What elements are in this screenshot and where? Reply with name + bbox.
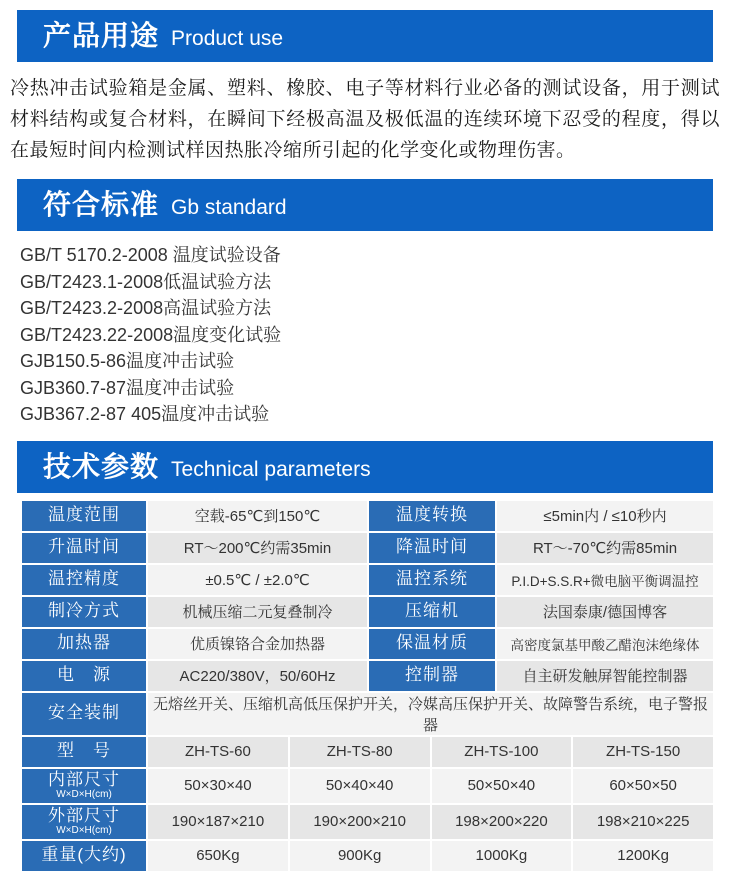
spec-label: 制冷方式 bbox=[22, 597, 146, 627]
table-row bbox=[22, 597, 713, 627]
spec-label-main: 外部尺寸 bbox=[48, 806, 120, 826]
table-row bbox=[22, 661, 713, 691]
spec-label: 控制器 bbox=[369, 661, 495, 691]
size-value: 190×187×210 bbox=[148, 805, 288, 839]
standard-item: GB/T2423.1-2008低温试验方法 bbox=[20, 271, 272, 292]
size-value: 60×50×50 bbox=[573, 769, 713, 803]
spec-value: RT～-70℃约需85min bbox=[497, 533, 713, 563]
spec-value: 自主研发触屏智能控制器 bbox=[497, 661, 713, 691]
weight-value: 1200Kg bbox=[573, 841, 713, 871]
table-row bbox=[22, 501, 713, 531]
section-title-en: Technical parameters bbox=[171, 457, 371, 481]
table-row-outer-size bbox=[22, 805, 713, 839]
standard-item: GJB360.7-87温度冲击试验 bbox=[20, 377, 235, 398]
spec-table bbox=[22, 501, 713, 871]
spec-label: 安全装制 bbox=[22, 693, 146, 735]
standard-item: GJB150.5-86温度冲击试验 bbox=[20, 351, 235, 371]
spec-value: 优质镍铬合金加热器 bbox=[148, 629, 367, 659]
table-row-inner-size bbox=[22, 769, 713, 803]
table-row-models bbox=[22, 737, 713, 767]
spec-label: 型 号 bbox=[22, 737, 146, 767]
product-use-section bbox=[0, 10, 730, 166]
spec-value: 法国泰康/德国博客 bbox=[497, 597, 713, 627]
spec-label: 保温材质 bbox=[369, 629, 495, 659]
parameters-section bbox=[0, 441, 730, 871]
table-row-weight bbox=[22, 841, 713, 871]
spec-label: 压缩机 bbox=[369, 597, 495, 627]
section-title-cn: 技术参数 bbox=[43, 450, 160, 482]
model-value: ZH-TS-100 bbox=[432, 737, 572, 767]
size-value: 50×40×40 bbox=[290, 769, 430, 803]
spec-label: 升温时间 bbox=[22, 533, 146, 563]
spec-label-sub: W×D×H(cm) bbox=[56, 788, 112, 800]
spec-value: 机械压缩二元复叠制冷 bbox=[148, 597, 367, 627]
standards-header bbox=[17, 179, 713, 231]
spec-label: 温控精度 bbox=[22, 565, 146, 595]
spec-label: 重量(大约) bbox=[22, 841, 146, 871]
standard-item: GB/T2423.22-2008温度变化试验 bbox=[20, 324, 282, 345]
table-row bbox=[22, 629, 713, 659]
spec-label: 加热器 bbox=[22, 629, 146, 659]
spec-value: RT～200℃约需35min bbox=[148, 533, 367, 563]
weight-value: 650Kg bbox=[148, 841, 288, 871]
section-title-cn: 符合标准 bbox=[43, 189, 160, 220]
weight-value: 1000Kg bbox=[432, 841, 572, 871]
spec-label-main: 内部尺寸 bbox=[48, 770, 120, 790]
size-value: 198×210×225 bbox=[573, 805, 713, 839]
standard-item: GJB367.2-87 405温度冲击试验 bbox=[20, 404, 270, 424]
spec-value: ±0.5℃ / ±2.0℃ bbox=[148, 565, 367, 595]
table-row-safety bbox=[22, 693, 713, 735]
spec-value: 高密度氯基甲酸乙醋泡沫绝缘体 bbox=[497, 629, 713, 659]
product-use-header bbox=[17, 10, 713, 62]
section-title-cn: 产品用途 bbox=[43, 20, 160, 51]
weight-value: 900Kg bbox=[290, 841, 430, 871]
spec-value: AC220/380V，50/60Hz bbox=[148, 661, 367, 691]
size-value: 198×200×220 bbox=[432, 805, 572, 839]
model-value: ZH-TS-80 bbox=[290, 737, 430, 767]
table-row bbox=[22, 565, 713, 595]
spec-value: 空载-65℃到150℃ bbox=[148, 501, 367, 531]
table-row bbox=[22, 533, 713, 563]
model-value: ZH-TS-60 bbox=[148, 737, 288, 767]
model-value: ZH-TS-150 bbox=[573, 737, 713, 767]
spec-label: 温度转换 bbox=[369, 501, 495, 531]
spec-label: 降温时间 bbox=[369, 533, 495, 563]
section-title-en: Gb standard bbox=[171, 196, 287, 219]
spec-label: 温度范围 bbox=[22, 501, 146, 531]
section-title-en: Product use bbox=[171, 27, 284, 50]
size-value: 50×50×40 bbox=[432, 769, 572, 803]
spec-label bbox=[22, 769, 146, 803]
spec-value: P.I.D+S.S.R+微电脑平衡调温控 bbox=[497, 565, 713, 595]
standard-item: GB/T2423.2-2008高温试验方法 bbox=[20, 298, 272, 318]
standards-section bbox=[0, 179, 730, 428]
spec-value: 无熔丝开关、压缩机高低压保护开关，冷媒高压保护开关、故障警告系统，电子警报器 bbox=[148, 693, 713, 735]
size-value: 50×30×40 bbox=[148, 769, 288, 803]
size-value: 190×200×210 bbox=[290, 805, 430, 839]
standards-list bbox=[20, 242, 730, 428]
spec-value: ≤5min内 / ≤10秒内 bbox=[497, 501, 713, 531]
spec-label-sub: W×D×H(cm) bbox=[56, 824, 112, 836]
spec-label: 电 源 bbox=[22, 661, 146, 691]
product-description: 冷热冲击试验箱是金属、塑料、橡胶、电子等材料行业必备的测试设备，用于测试材料结构或复合材料，在瞬间下经极高温及极低温的连续环境下忍受的程度，得以在最短时间内检测试样因热胀冷缩所引起的化学变化或物理伤害。 bbox=[10, 78, 720, 161]
spec-label bbox=[22, 805, 146, 839]
standard-item: GB/T 5170.2-2008 温度试验设备 bbox=[20, 245, 281, 265]
parameters-header bbox=[17, 441, 713, 493]
spec-label: 温控系统 bbox=[369, 565, 495, 595]
